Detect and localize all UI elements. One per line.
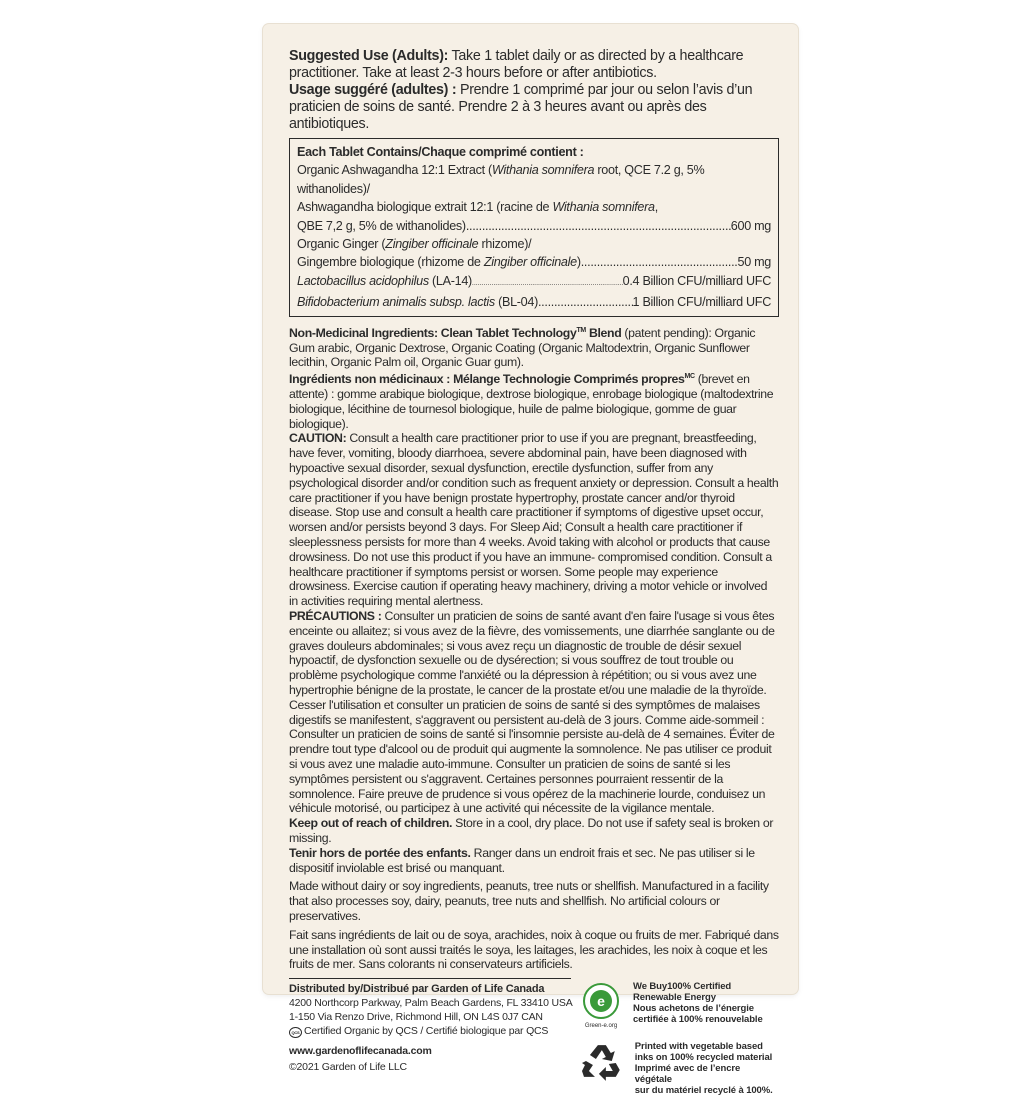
footer [289, 983, 779, 1096]
website-link[interactable]: www.gardenoflifecanada.com [289, 1044, 432, 1057]
svg-text:e: e [597, 993, 605, 1010]
label-content [289, 48, 779, 1096]
ashwagandha-amount-row: QBE 7,2 g, 5% de withanolides) ..... 600 mg [297, 217, 771, 235]
allergen-fr: Fait sans ingrédients de lait ou de soya, arachides, noix à coque ou fruits de mer. Fabriqué dans une installation où sont aussi traités le soya, les laitages, les arachides, les noix à coque et les fruits de mer. Sans colorants ni conservateurs artificiels. [289, 927, 779, 972]
ginger-line-1: Organic Ginger (Zingiber officinale rhizome)/ [297, 237, 532, 252]
lactobacillus-row: Lactobacillus acidophilus (LA-14) ..... 0.4 Billion CFU/milliard UFC [297, 272, 771, 293]
green-e-logo-icon [579, 981, 623, 1029]
ashwagandha-line-1: Organic Ashwagandha 12:1 Extract (Withania somnifera root, QCE 7.2 g, 5% withanolides)/ [297, 163, 705, 196]
non-medicinal-fr: Ingrédients non médicinaux : Mélange Technologie Comprimés propres$^{MC}$ (brevet en attente) : gomme arabique biologique, dextrose biologique, enrobage biologique (maltodextrine biologique, lécithine de tournesol biologique, huile de palme biologique, gomme de guar biologique). [289, 372, 774, 431]
storage-en: Keep out of reach of children. Store in a cool, dry place. Do not use if safety seal is broken or missing. [289, 816, 774, 845]
copyright: ©2021 Garden of Life LLC [289, 1060, 407, 1073]
suggested-use-en: Suggested Use (Adults): Take 1 tablet daily or as directed by a healthcare practitioner. Take at least 2-3 hours before or after antibiotics. [289, 48, 744, 81]
storage-fr: Tenir hors de portée des enfants. Ranger dans un endroit frais et sec. Ne pas utiliser si le dispositif inviolable est brisé ou manquant. [289, 845, 755, 875]
recycled-text: Printed with vegetable based inks on 100% recycled material Imprimé avec de l’encre végétale sur du matériel recyclé à 100%. [634, 1041, 773, 1096]
green-energy-badge [579, 981, 779, 1029]
recycled-material-badge [579, 1041, 779, 1096]
supplement-facts-box [289, 138, 779, 317]
eco-badges [579, 983, 779, 1096]
precautions-fr: PRÉCAUTIONS : Consulter un praticien de soins de santé avant d'en faire l'usage si vous êtes enceinte ou allaitez; si vous avez de la fièvre, des vomissements, une diarrhée sanglante ou de graves douleurs abdominales; si vous avez reçu un diagnostic de trouble de désir sexuel hypoactif, de dysfonction sexuelle ou de dysérection; si vous souffrez de tout trouble ou problème psychologique comme l'anxiété ou la dépression à répétition; ou si vous avez une hypertrophie bénigne de la prostate, le cancer de la prostate et/ou une maladie de la thyroïde. Cesser l'utilisation et consulter un praticien de soins de santé si des symptômes de malaises digestifs se manifestent, s'aggravent ou persistent au-delà de 3 jours. Comme aide-sommeil : Consulter un praticien de soins de santé si l'insomnie persiste au-delà de 4 semaines. Éviter de prendre tout type d'alcool ou de produit qui augmente la somnolence. Ne pas utiliser ce produit si vous avez une maladie auto-immune. Consulter un praticien de soins de santé si les symptômes persistent ou s'aggravent. Certaines personnes pourraient ressentir de la somnolence. Faire preuve de prudence si vous opérez de la machinerie lourde, conduisez un véhicule motorisé, ou participez à une activité qui nécessite de la vigilance mentale. [289, 608, 775, 816]
address-usa: 4200 Northcorp Parkway, Palm Beach Gardens, FL 33410 USA [289, 996, 573, 1009]
bifidobacterium-row: Bifidobacterium animalis subsp. lactis (BL-04) ..... 1 Billion CFU/milliard UFC [297, 293, 771, 311]
caution-en: CAUTION: Consult a health care practitioner prior to use if you are pregnant, breastfeeding, have fever, vomiting, bloody diarrhoea, severe abdominal pain, have been diagnosed with hypoactive sexual disorder, sexual dysfunction, erectile dysfunction, suffer from any psychological disorder and/or condition such as frequent anxiety or depression. Consult a health care practitioner if you have benign prostate hypertrophy, prostate cancer and/or thyroid disease. Stop use and consult a health care practitioner if symptoms of digestive upset occur, worsen and/or persists beyond 3 days. For Sleep Aid; Consult a health care practitioner if sleeplessness persists for more than 4 weeks. Avoid taking with alcohol or products that cause drowsiness. Do not use this product if you have an immune- compromised condition. Consult a healthcare practitioner if symptoms persist or worsen. Some people may experience drowsiness. Exercise caution if operating heavy machinery, driving a motor vehicle or involved in activities requiring mental alertness. [289, 431, 779, 609]
ginger-amount-row: Gingembre biologique (rhizome de Zingiber officinale) ..... 50 mg [297, 253, 771, 271]
distributor-info [289, 983, 579, 1096]
box-header: Each Tablet Contains/Chaque comprimé contient : [297, 145, 584, 159]
non-medicinal-en: Non-Medicinal Ingredients: Clean Tablet Technology™ Blend (patent pending): Organic Gum arabic, Organic Dextrose, Organic Coating (Organic Maltodextrin, Organic Sunflower lecithin, Organic Palm oil, Organic Guar gum). [289, 325, 756, 370]
recycle-icon [581, 1041, 623, 1083]
certified-organic: QCS Certified Organic by QCS / Certifié biologique par QCS [289, 1025, 548, 1039]
address-canada: 1-150 Via Renzo Drive, Richmond Hill, ON L4S 0J7 CAN [289, 1010, 543, 1023]
distributor-label: Distributed by/Distribué par Garden of Life Canada [289, 983, 545, 996]
svg-text:Green-e.org: Green-e.org [584, 1023, 618, 1030]
suggested-use-fr: Usage suggéré (adultes) : Prendre 1 comprimé par jour ou selon l’avis d’un praticien de soins de santé. Prendre 2 à 3 heures avant ou après des antibiotiques. [289, 82, 753, 132]
green-energy-text: We Buy100% Certified Renewable Energy Nous achetons de l’énergie certifiée à 100% renouvelable [633, 981, 763, 1026]
allergen-en: Made without dairy or soy ingredients, peanuts, tree nuts or shellfish. Manufactured in a facility that also processes soy, dairy, peanuts, tree nuts and shellfish. No artificial colours or preservatives. [289, 879, 769, 923]
ashwagandha-line-2: Ashwagandha biologique extrait 12:1 (racine de Withania somnifera, [297, 200, 658, 215]
footer-divider [289, 978, 571, 979]
qcs-logo-icon: QCS [289, 1027, 302, 1038]
